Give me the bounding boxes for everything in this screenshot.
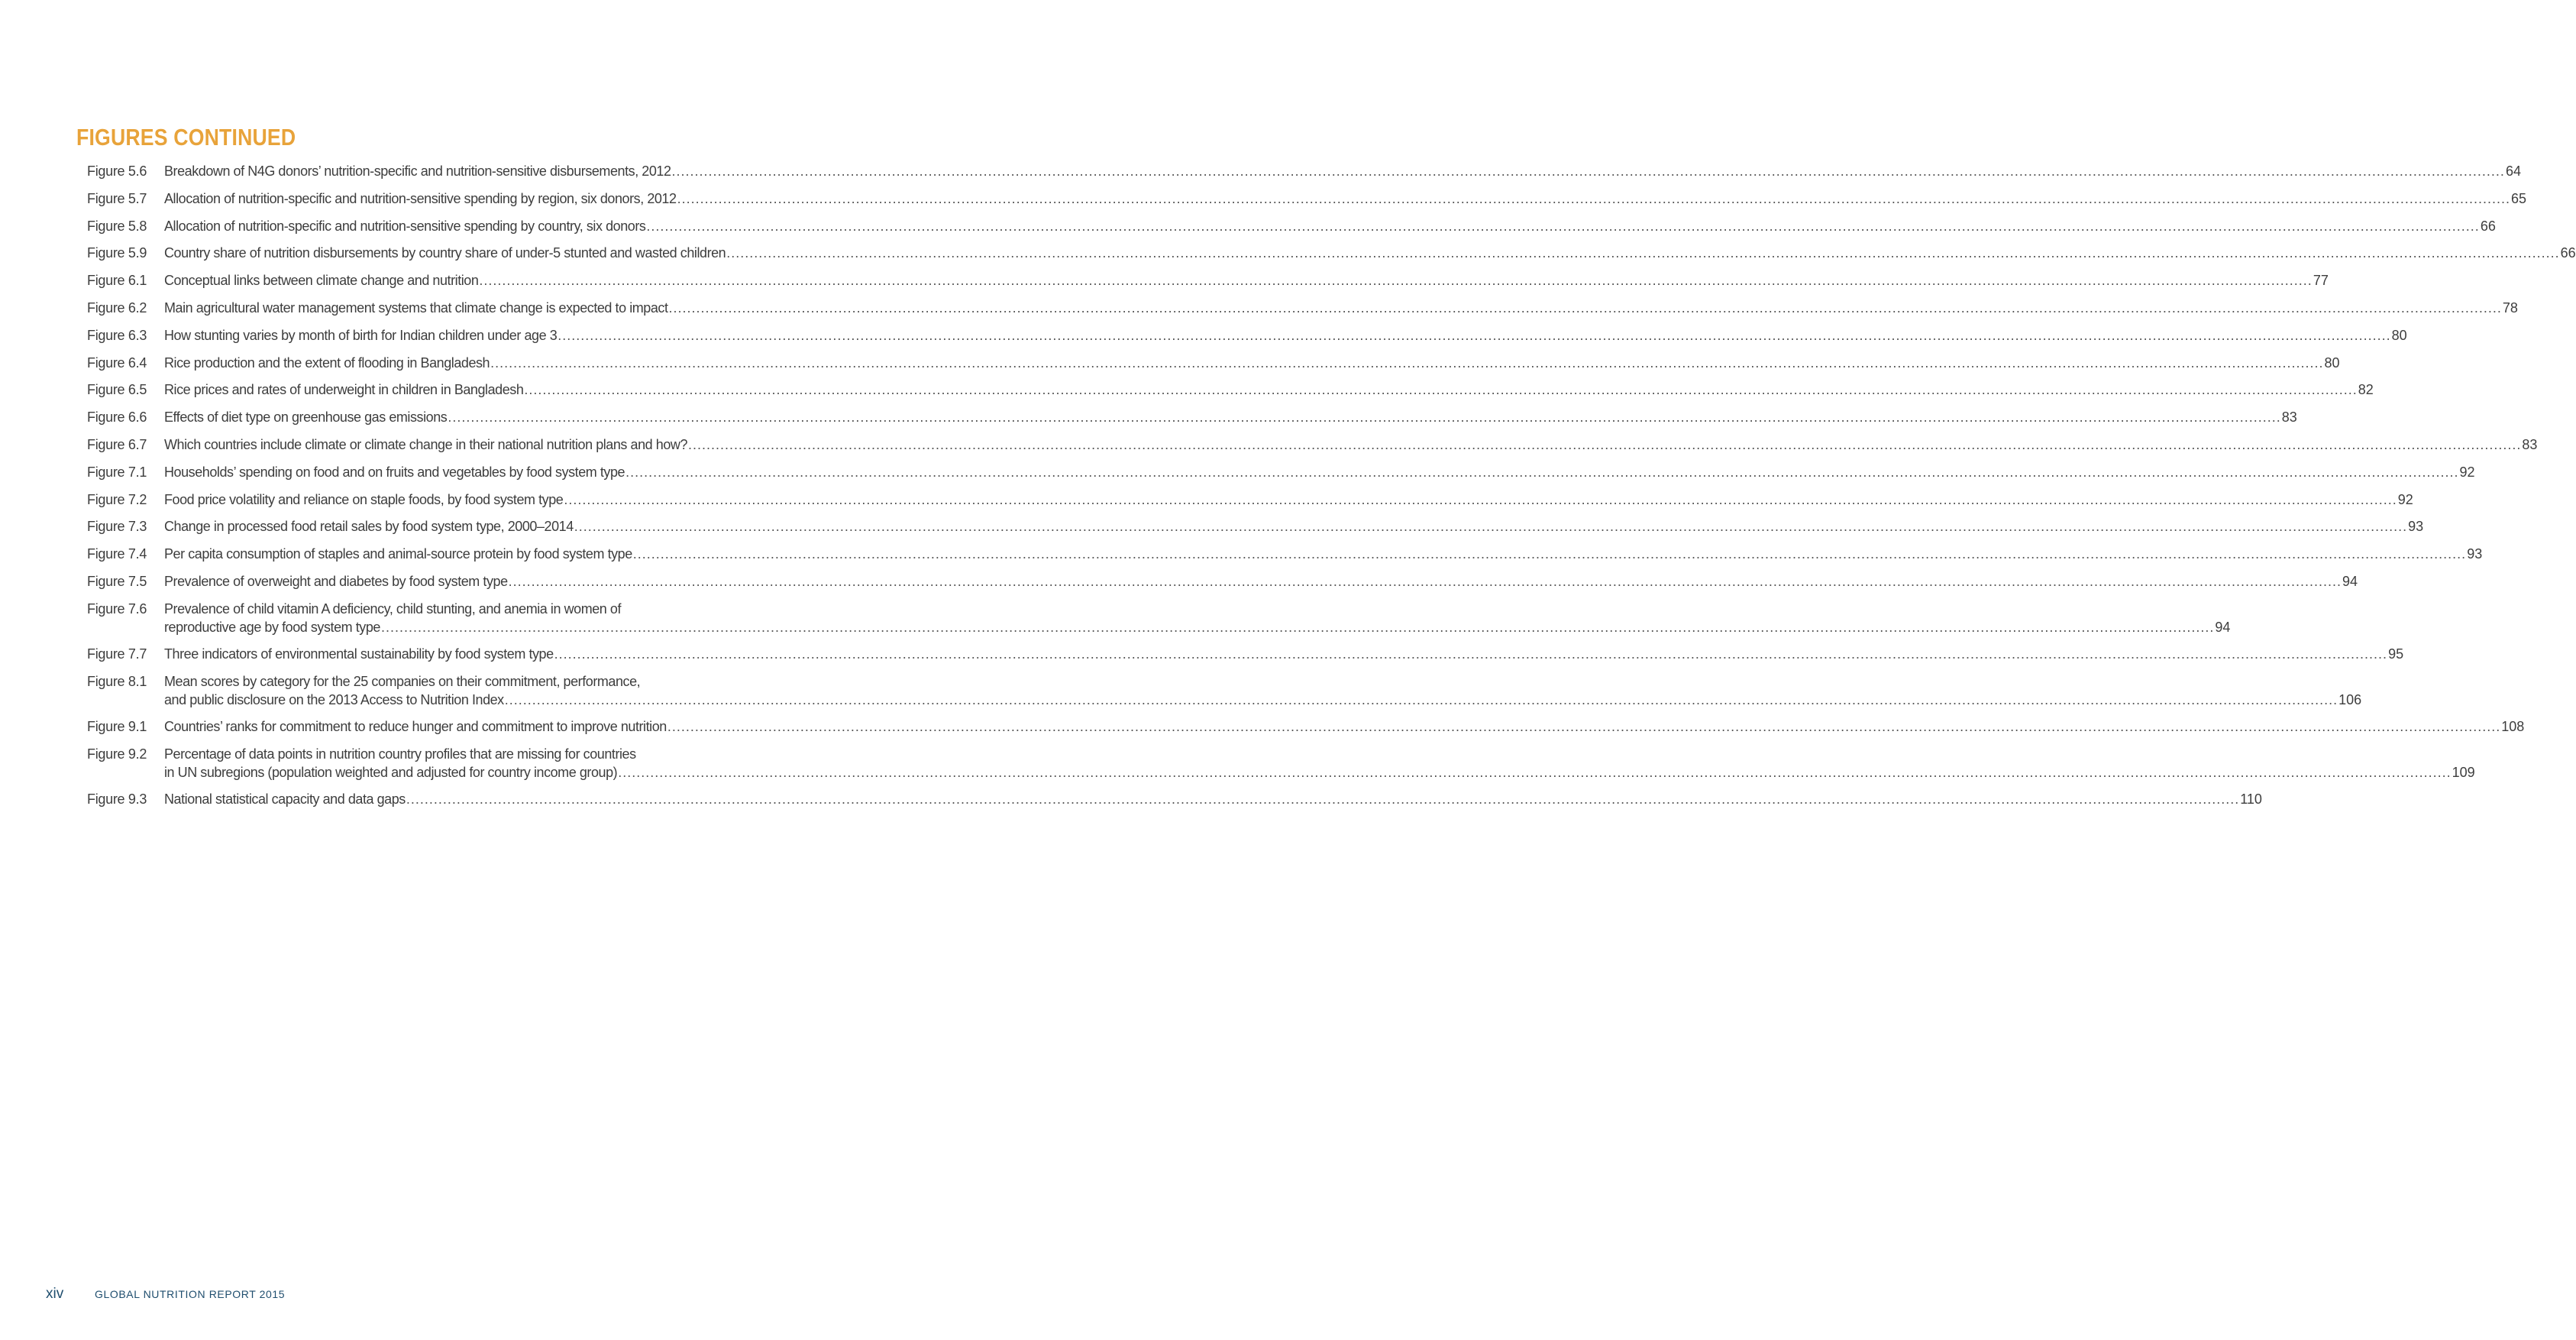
section-heading: FIGURES CONTINUED [76,124,296,151]
figure-entry[interactable] [87,162,2521,181]
figure-title: Country share of nutrition disbursements by country share of under-5 stunted and wasted children [164,245,726,261]
figure-entry[interactable] [87,717,2525,736]
page-reference: 82 [2358,382,2374,398]
dot-leader: ................................................................................................................................................................................................................................................................................................................................................................................................................ [618,764,2452,780]
page-reference: 66 [2560,245,2576,261]
figure-entry[interactable] [87,217,2496,236]
page-reference: 92 [2459,464,2475,480]
figure-number: Figure 6.4 [87,354,147,371]
figure-number: Figure 6.3 [87,327,147,343]
figure-title: Main agricultural water management systems that climate change is expected to impact [164,299,668,316]
figure-entry[interactable] [87,354,2340,373]
dot-leader: ................................................................................................................................................................................................................................................................................................................................................................................................................ [490,354,2324,371]
figure-entry[interactable] [87,517,2424,536]
figure-number: Figure 7.3 [87,519,147,535]
dot-leader: ................................................................................................................................................................................................................................................................................................................................................................................................................ [625,464,2459,480]
page-reference: 106 [2338,691,2362,707]
figure-number: Figure 7.5 [87,573,147,589]
page-reference: 78 [2502,299,2518,316]
figure-number: Figure 5.6 [87,163,147,179]
figure-title: Percentage of data points in nutrition country profiles that are missing for countries [164,746,636,762]
figure-number: Figure 5.8 [87,218,147,234]
page-reference: 77 [2313,273,2329,289]
page-reference: 109 [2452,764,2475,780]
dot-leader: ................................................................................................................................................................................................................................................................................................................................................................................................................ [726,245,2560,261]
figure-entry[interactable] [87,672,2362,709]
figure-title: Which countries include climate or climate change in their national nutrition plans and how? [164,436,687,452]
figure-title: How stunting varies by month of birth for Indian children under age 3 [164,327,558,343]
page-reference: 93 [2467,546,2483,562]
figure-number: Figure 7.4 [87,546,147,562]
figure-number: Figure 7.2 [87,491,147,507]
figure-entry[interactable] [87,600,2231,636]
figure-entry[interactable] [87,271,2329,290]
figure-title: Households’ spending on food and on fruits and vegetables by food system type [164,464,625,480]
figure-number: Figure 6.6 [87,409,147,426]
figure-title: Rice prices and rates of underweight in children in Bangladesh [164,382,524,398]
figure-title: National statistical capacity and data gaps [164,791,406,808]
figure-entry[interactable] [87,189,2526,209]
dot-leader: ................................................................................................................................................................................................................................................................................................................................................................................................................ [554,646,2388,662]
figure-number: Figure 9.3 [87,791,147,808]
dot-leader: ................................................................................................................................................................................................................................................................................................................................................................................................................ [632,546,2467,562]
figure-number: Figure 9.2 [87,746,147,762]
figure-title: Effects of diet type on greenhouse gas emissions [164,409,448,426]
page-reference: 83 [2281,409,2297,426]
figure-number: Figure 7.1 [87,464,147,480]
dot-leader: ................................................................................................................................................................................................................................................................................................................................................................................................................ [668,299,2502,316]
figure-title: Three indicators of environmental sustainability by food system type [164,646,554,662]
figure-entry[interactable] [87,572,2358,591]
dot-leader: ................................................................................................................................................................................................................................................................................................................................................................................................................ [448,409,2281,426]
figure-entry[interactable] [87,299,2518,318]
page-reference: 110 [2240,791,2262,808]
figure-entry[interactable] [87,244,2576,263]
figure-title: Breakdown of N4G donors’ nutrition-specific and nutrition-sensitive disbursements, 2012 [164,163,671,179]
page-reference: 93 [2408,519,2424,535]
page-reference: 108 [2501,719,2525,735]
dot-leader: ................................................................................................................................................................................................................................................................................................................................................................................................................ [667,719,2501,735]
report-title: GLOBAL NUTRITION REPORT 2015 [95,1288,286,1300]
figure-entry[interactable] [87,490,2413,510]
dot-leader: ................................................................................................................................................................................................................................................................................................................................................................................................................ [646,218,2480,234]
dot-leader: ................................................................................................................................................................................................................................................................................................................................................................................................................ [380,619,2215,635]
dot-leader: ................................................................................................................................................................................................................................................................................................................................................................................................................ [677,190,2510,206]
figure-entry[interactable] [87,408,2297,427]
figure-title: Prevalence of overweight and diabetes by food system type [164,573,508,589]
page-footer [46,1286,285,1303]
figure-entry[interactable] [87,326,2407,345]
figure-title: Food price volatility and reliance on staple foods, by food system type [164,491,564,507]
figure-entry[interactable] [87,463,2475,482]
figure-title: Allocation of nutrition-specific and nutrition-sensitive spending by country, six donors [164,218,646,234]
dot-leader: ................................................................................................................................................................................................................................................................................................................................................................................................................ [671,163,2505,179]
page-reference: 83 [2522,436,2538,452]
dot-leader: ................................................................................................................................................................................................................................................................................................................................................................................................................ [508,573,2342,589]
dot-leader: ................................................................................................................................................................................................................................................................................................................................................................................................................ [574,519,2408,535]
figure-entry[interactable] [87,435,2538,455]
dot-leader: ................................................................................................................................................................................................................................................................................................................................................................................................................ [406,791,2240,808]
figure-title: Conceptual links between climate change and nutrition [164,273,479,289]
figure-entry[interactable] [87,545,2483,564]
page-reference: 80 [2391,327,2407,343]
figure-title-continued: reproductive age by food system type [164,619,380,635]
figure-title: Rice production and the extent of flooding in Bangladesh [164,354,490,371]
figure-number: Figure 6.5 [87,382,147,398]
figure-title-continued: in UN subregions (population weighted and adjusted for country income group) [164,764,618,780]
figures-list [87,162,2576,817]
page-reference: 95 [2388,646,2404,662]
figure-number: Figure 5.9 [87,245,147,261]
page-number: xiv [46,1286,64,1302]
page-reference: 94 [2342,573,2358,589]
page-reference: 64 [2505,163,2521,179]
page-reference: 66 [2480,218,2496,234]
figure-number: Figure 9.1 [87,719,147,735]
page-reference: 80 [2324,354,2340,371]
figure-title: Allocation of nutrition-specific and nutrition-sensitive spending by region, six donors, 2012 [164,190,677,206]
figure-title: Prevalence of child vitamin A deficiency, child stunting, and anemia in women of [164,600,622,617]
figure-number: Figure 6.7 [87,436,147,452]
figure-number: Figure 6.1 [87,273,147,289]
page-reference: 92 [2397,491,2413,507]
dot-leader: ................................................................................................................................................................................................................................................................................................................................................................................................................ [564,491,2397,507]
figure-entry[interactable] [87,745,2475,782]
figure-number: Figure 7.6 [87,600,147,617]
dot-leader: ................................................................................................................................................................................................................................................................................................................................................................................................................ [504,691,2338,707]
figure-number: Figure 7.7 [87,646,147,662]
figure-entry[interactable] [87,790,2262,809]
figure-number: Figure 6.2 [87,299,147,316]
dot-leader: ................................................................................................................................................................................................................................................................................................................................................................................................................ [524,382,2358,398]
page-reference: 65 [2510,190,2526,206]
figure-title-continued: and public disclosure on the 2013 Access to Nutrition Index [164,691,504,707]
dot-leader: ................................................................................................................................................................................................................................................................................................................................................................................................................ [688,436,2522,452]
figure-title: Countries’ ranks for commitment to reduce hunger and commitment to improve nutrition [164,719,667,735]
figure-title: Change in processed food retail sales by food system type, 2000–2014 [164,519,574,535]
dot-leader: ................................................................................................................................................................................................................................................................................................................................................................................................................ [479,273,2313,289]
dot-leader: ................................................................................................................................................................................................................................................................................................................................................................................................................ [558,327,2391,343]
page-reference: 94 [2215,619,2231,635]
figure-number: Figure 8.1 [87,673,147,689]
figure-number: Figure 5.7 [87,190,147,206]
figure-entry[interactable] [87,380,2374,400]
figure-entry[interactable] [87,645,2404,664]
figure-title: Per capita consumption of staples and animal-source protein by food system type [164,546,632,562]
figure-title: Mean scores by category for the 25 companies on their commitment, performance, [164,673,641,689]
